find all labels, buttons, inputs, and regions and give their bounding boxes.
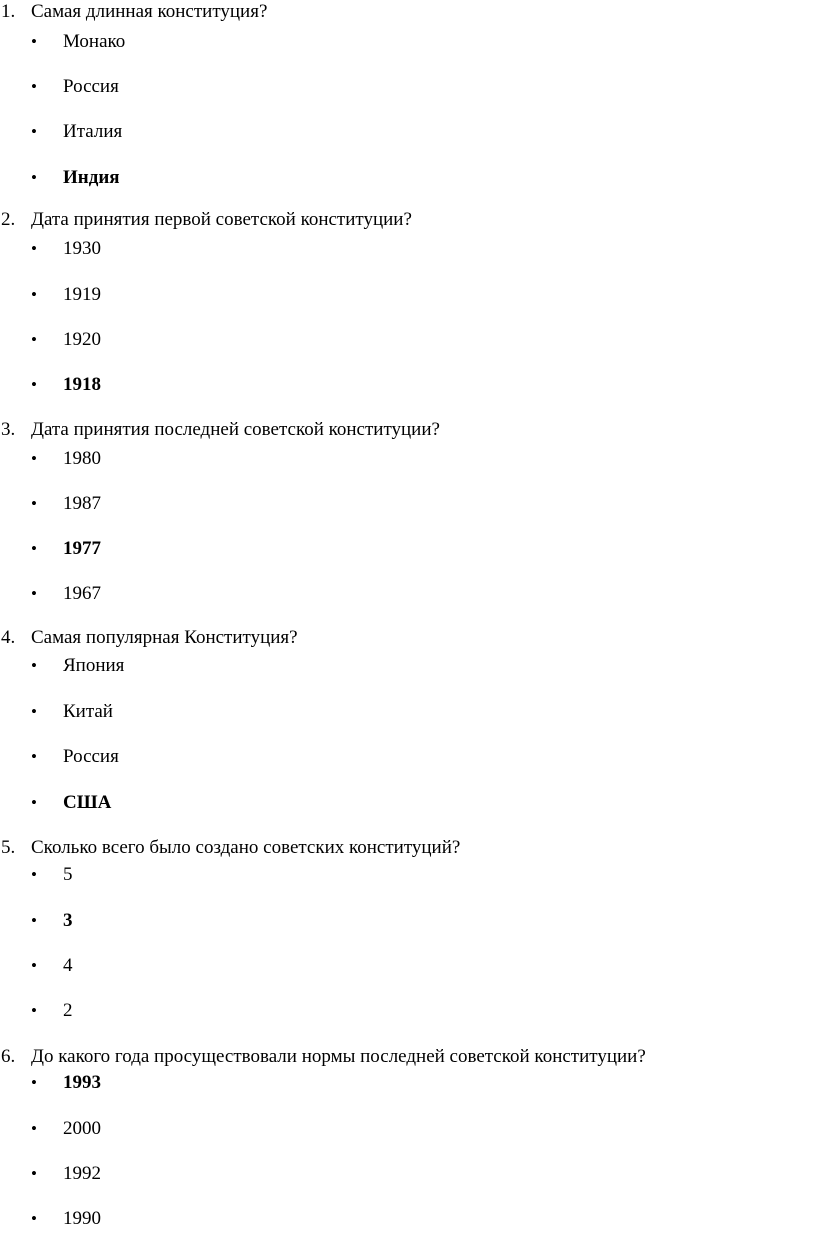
answer-option-text: 1918: [63, 374, 101, 395]
bullet-icon: •: [31, 1073, 37, 1092]
answer-option-text: 2000: [63, 1118, 101, 1139]
answer-option: [0, 700, 400, 724]
bullet-icon: •: [31, 1001, 37, 1020]
answer-option-text: 3: [63, 910, 73, 931]
bullet-icon: •: [31, 494, 37, 513]
answer-option-text: 1977: [63, 538, 101, 559]
bullet-icon: •: [31, 285, 37, 304]
answer-option: [0, 1207, 400, 1231]
bullet-icon: •: [31, 865, 37, 884]
answer-option-text: 1980: [63, 448, 101, 469]
answer-option-text: 1967: [63, 583, 101, 604]
answer-option: [0, 954, 400, 978]
answer-option: [0, 447, 400, 471]
bullet-icon: •: [31, 375, 37, 394]
answer-option: [0, 30, 400, 54]
question-number: 2.: [1, 209, 16, 230]
answer-option-text: 1920: [63, 329, 101, 350]
answer-option: [0, 999, 400, 1023]
bullet-icon: •: [31, 656, 37, 675]
question-number: 1.: [1, 1, 16, 22]
bullet-icon: •: [31, 239, 37, 258]
answer-option-correct: [0, 537, 400, 561]
question-text: Дата принятия последней советской конституции?: [31, 419, 440, 440]
bullet-icon: •: [31, 793, 37, 812]
answer-option: [0, 582, 400, 606]
bullet-icon: •: [31, 702, 37, 721]
bullet-icon: •: [31, 77, 37, 96]
answer-option-text: 5: [63, 864, 73, 885]
answer-option: [0, 328, 400, 352]
question-text: До какого года просуществовали нормы последней советской конституции?: [31, 1046, 646, 1067]
question-number: 6.: [1, 1046, 16, 1067]
answer-option-text: Монако: [63, 31, 126, 52]
answer-option: [0, 75, 400, 99]
answer-option-text: Россия: [63, 746, 119, 767]
answer-option-text: 4: [63, 955, 73, 976]
question-number: 3.: [1, 419, 16, 440]
answer-option: [0, 654, 400, 678]
answer-option: [0, 745, 400, 769]
answer-option-text: 1993: [63, 1072, 101, 1093]
bullet-icon: •: [31, 1209, 37, 1228]
bullet-icon: •: [31, 539, 37, 558]
bullet-icon: •: [31, 911, 37, 930]
question-number: 4.: [1, 627, 16, 648]
bullet-icon: •: [31, 1119, 37, 1138]
bullet-icon: •: [31, 330, 37, 349]
answer-option-text: Япония: [63, 655, 125, 676]
bullet-icon: •: [31, 956, 37, 975]
answer-option-text: 1987: [63, 493, 101, 514]
answer-option: [0, 237, 400, 261]
answer-option: [0, 492, 400, 516]
answer-option: [0, 283, 400, 307]
question-text: Дата принятия первой советской конституции?: [31, 209, 412, 230]
answer-option: [0, 120, 400, 144]
bullet-icon: •: [31, 449, 37, 468]
answer-option: [0, 1117, 400, 1141]
answer-option-correct: [0, 909, 400, 933]
answer-option-text: Китай: [63, 701, 113, 722]
answer-option-text: Индия: [63, 167, 120, 188]
answer-option-text: Россия: [63, 76, 119, 97]
answer-option-text: 1919: [63, 284, 101, 305]
answer-option-text: 2: [63, 1000, 73, 1021]
bullet-icon: •: [31, 747, 37, 766]
bullet-icon: •: [31, 122, 37, 141]
answer-option-correct: [0, 791, 400, 815]
answer-option-text: 1930: [63, 238, 101, 259]
answer-option-correct: [0, 373, 400, 397]
question-text: Сколько всего было создано советских конституций?: [31, 837, 461, 858]
answer-option: [0, 1162, 400, 1186]
bullet-icon: •: [31, 168, 37, 187]
bullet-icon: •: [31, 1164, 37, 1183]
question-text: Самая длинная конституция?: [31, 1, 268, 22]
answer-option-text: США: [63, 792, 112, 813]
answer-option-text: 1992: [63, 1163, 101, 1184]
bullet-icon: •: [31, 32, 37, 51]
answer-option-correct: [0, 1071, 400, 1095]
answer-option-text: Италия: [63, 121, 123, 142]
answer-option-correct: [0, 166, 400, 190]
question-number: 5.: [1, 837, 16, 858]
question-text: Самая популярная Конституция?: [31, 627, 298, 648]
bullet-icon: •: [31, 584, 37, 603]
answer-option-text: 1990: [63, 1208, 101, 1229]
answer-option: [0, 863, 400, 887]
